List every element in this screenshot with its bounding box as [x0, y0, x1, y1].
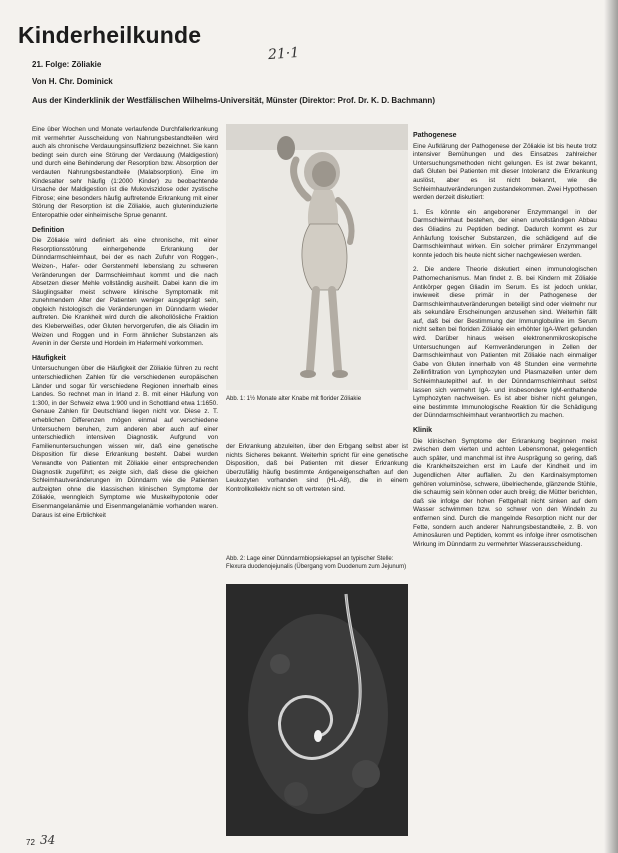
clinic-paragraph: Die klinischen Symptome der Erkrankung beginnen meist zwischen dem vierten und achten Lebensmonat, gelegentlich auch später, und manchmal ist ihre Ausprägung so gering, daß die Krankheitszeichen erst im Laufe der Kindheit und im Jugendlichen Alter auffallen. Zu den Kardinalsymptomen gehören voluminöse, schwere, übelriechende, glänzende Stühle, die schaumig sein können oder auch breiig; die Mütter berichten, daß sie infolge der hohen Fettgehalt nicht sinken auf dem Wasser schwimmen bzw. so schwer von den Windeln zu entfernen sind. Durch die mangelnde Resorption nicht nur der Fette, sondern auch anderer Nahrungsbestandteile, z. B. von Aminosäuren und Peptiden, kommt es infolge ihrer osmotischen Wirkung im Dünndarm zu vermehrter Wasserausscheidung.	[413, 437, 597, 548]
left-text-column	[32, 126, 218, 526]
pathogenesis-heading: Pathogenese	[413, 132, 457, 139]
right-text-column	[413, 126, 597, 555]
child-photo-illustration	[226, 124, 408, 390]
figure-1-caption: Abb. 1: 1½ Monate alter Knabe mit florider Zöliakie	[226, 396, 362, 402]
clinic-heading: Klinik	[413, 427, 433, 434]
frequency-paragraph: Untersuchungen über die Häufigkeit der Zöliakie führen zu recht unterschiedlichen Zahlen für die verschiedenen europäischen Länder und sogar für verschiedene Regionen innerhalb eines Landes. So rechnet man in Irland z. B. mit einer Häufung von 1:300, in der Schweiz etwa 1:900 und in Schottland etwa 1:1650. Genaue Zahlen für Deutschland liegen nicht vor. Diese z. T. erheblichen Differenzen mögen einmal auf verschiedene Untersuchern beruhen, zum anderen aber auch auf einer unterschiedlich intensiven Diagnostik. Aufgrund von Familienuntersuchungen wissen wir, daß eine genetische Disposition für diese Erkrankung besteht. Dabei wurden Verwandte von Patienten mit Zöliakie einer entsprechenden Diagnostik zugeführt; es zeigte sich, daß diese die gleichen Schleimhautveränderungen im Dünndarm wie die Patienten aufzeigten ohne die klassischen klinischen Symptome der Zöliakie, wenngleich Symptome wie Muskelhypotonie oder Eisenmangelanämie und Eisenmangelanämie vorhanden waren. Daraus ist eine Erblichkeit	[32, 365, 218, 519]
article-series: 21. Folge: Zöliakie	[32, 60, 102, 69]
page-number: 72	[26, 838, 35, 847]
article-affiliation: Aus der Kinderklinik der Westfälischen Wilhelms-Universität, Münster (Direktor: Prof. Dr. K. D. Bachmann)	[32, 96, 435, 105]
journal-section-title: Kinderheilkunde	[18, 22, 202, 48]
figure-1-child-photo	[226, 124, 408, 390]
article-authors: Von H. Chr. Dominick	[32, 77, 113, 86]
middle-text-column	[226, 443, 408, 501]
middle-paragraph: der Erkrankung abzuleiten, über den Erbgang selbst aber ist nichts Sicheres bekannt. Weiterhin spricht für eine genetische Disposition, daß bei Patienten mit dieser Erkrankung überzufällig häufig bestimmte Antigeneigenschaften auf den Leukozyten vorhanden sind (HL-A8), die in einem Kontrollkollektiv nicht so oft vertreten sind.	[226, 443, 408, 493]
hypothesis-1-paragraph: 1. Es könnte ein angeborener Enzymmangel in der Darmschleimhaut bestehen, der einen unvollständigen Abbau des Gliadins zu Peptiden bedingt. Dadurch kommt es zur Anhäufung toxischer Substanzen, die schädigend auf die Darmschleimhaut wirken. Ein solcher primärer Enzymmangel konnte jedoch bis heute nicht sicher nachgewiesen werden.	[413, 208, 597, 259]
scan-edge-shadow	[604, 0, 618, 853]
pathogenesis-intro: Eine Aufklärung der Pathogenese der Zöliakie ist bis heute trotz intensiver Bemühungen und des Einsatzes zahlreicher Untersuchungsmethoden nicht gelungen. Es ist zwar bekannt, daß Gluten bei Patienten mit dieser Intoleranz die Erkrankung auslöst, aber es ist nicht bekannt, wie die Schleimhautveränderungen zustandekommen. Zwei Hypothesen werden derzeit diskutiert:	[413, 142, 597, 202]
definition-heading: Definition	[32, 226, 65, 234]
figure-2-xray-image	[226, 584, 408, 836]
frequency-heading: Häufigkeit	[32, 354, 66, 362]
hypothesis-2-paragraph: 2. Die andere Theorie diskutiert einen immunologischen Pathomechanismus. Man findet z. B. bei Kindern mit Zöliakie Antikörper gegen Gliadin im Serum. Es ist jedoch unklar, inwieweit diese primär in der Pathogenese der Darmschleimhautveränderungen beteiligt sind oder vielmehr nur als sekundäre Erscheinungen anzusehen sind. Weiterhin fällt auf, daß bei der Bestimmung der Immunglobuline im Serum nicht selten bei floriden Zöliakie ein erhöhter IgA-Wert gefunden wird. Darüber hinaus weisen elektronenmikroskopische Untersuchungen auf Kernveränderungen in Zellen der Darmschleimhaut von Patienten mit Zöliakie nach einmaliger Gabe von Gluten innerhalb von 48 Stunden eine vermehrte Zellinfiltration von Lymphozyten und Plasmazellen unter dem Schleimhautepithel auf. In der Dünndarmschleimhaut selbst lassen sich vermehrt IgA- und insbesondere IgM-enthaltende Lymphozyten nachweisen. Es ist aber bisher nicht gelungen, eine bestimmte Immunologische Reaktion für die Schädigung der Dünndarmschleimhaut verantwortlich zu machen.	[413, 266, 597, 420]
handwritten-annotation: 21·1	[267, 44, 300, 64]
handwritten-page-number: 34	[40, 833, 56, 847]
xray-illustration	[226, 584, 408, 836]
definition-paragraph: Die Zöliakie wird definiert als eine chronische, mit einer Resorptionsstörung einhergehende Erkrankung der Dünndarmschleimhaut, bei der es nach Zufuhr von Roggen-, Weizen-, Hafer- oder Gerstenmehl lebenslang zu schweren Veränderungen der Darmschleimhaut kommt und die nach Absetzen dieser Mehle vollständig ausheilt. Dabei kann die im Säuglingsalter meist schwere klinische Symptomatik mit zunehmendem Alter der Patienten weniger ausgeprägt sein, obgleich histologisch die Veränderungen im Dünndarm wieder auftreten. Die Krankheit wird durch die alkohollösliche Fraktion des Kleberweißes, oder Gluten hervorgerufen, die als Gliadin im Weizen und Roggen und in Form ähnlicher Substanzen als Avenin in der Gerste und Hordein im Hafermehl vorkommen.	[32, 237, 218, 348]
intro-paragraph: Eine über Wochen und Monate verlaufende Durchfallerkrankung mit vermehrter Ausscheidung von Nahrungsbestandteilen wird auch als chronische Verdauungsinsuffizienz bezeichnet. Sie kann bedingt sein durch eine Störung der Verdauung (Maldigestion) und durch eine Behinderung der Resorption bzw. Absorption der verdauten Nahrungsbestandteile (Malabsorption). Eine im Kindesalter sehr häufig (1:2000 Kinder) zu beobachtende Ursache der Maldigestion ist die Mukoviszidose oder zystische Fibrose; eine besonders häufig auftretende Erkrankung mit einer Störung der Resorption ist die Zöliakie, auch gluteninduzierte Enteropathie oder einheimische Sprue genannt.	[32, 126, 218, 219]
figure-2-caption: Abb. 2: Lage einer Dünndarmbiopsiekapsel an typischer Stelle: Flexura duodenojejunalis (Übergang vom Duodenum zum Jejunum)	[226, 556, 407, 570]
